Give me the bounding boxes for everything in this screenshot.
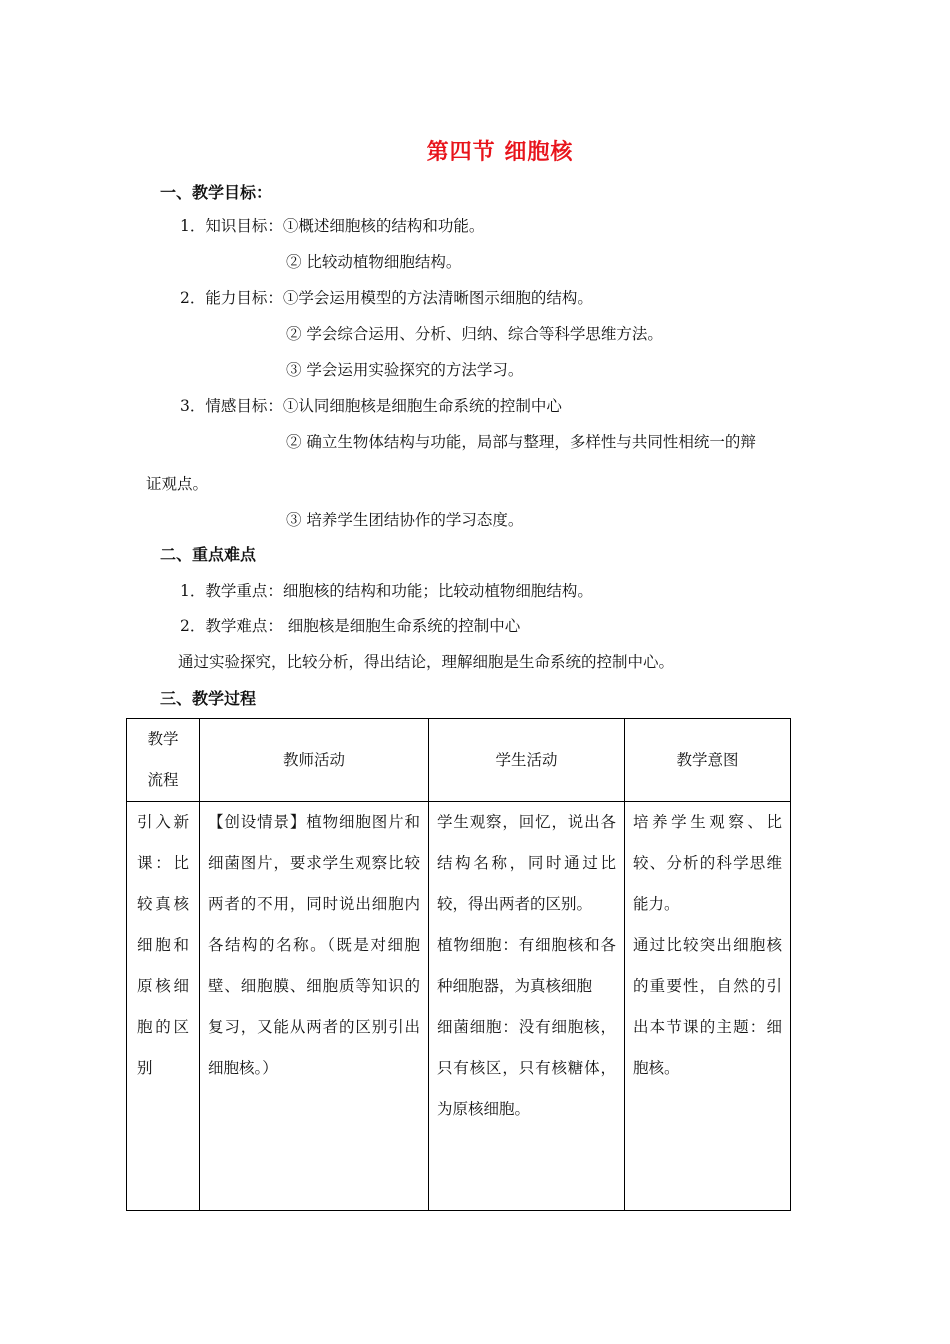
objective-ability-1: 2．能力目标：①学会运用模型的方法清晰图示细胞的结构。: [180, 289, 593, 307]
objective-emotion-2-cont: 证观点。: [146, 475, 209, 493]
cell-student: [429, 802, 625, 1211]
section-heading-objectives: 一、教学目标：: [160, 183, 273, 202]
keypoint-approach: 通过实验探究，比较分析，得出结论，理解细胞是生命系统的控制中心。: [178, 653, 675, 671]
teaching-process-table: [126, 718, 791, 1211]
keypoint-difficulty: 2．教学难点： 细胞核是细胞生命系统的控制中心: [180, 617, 521, 635]
objective-emotion-1: 3．情感目标：①认同细胞核是细胞生命系统的控制中心: [180, 397, 562, 415]
table-row: [127, 802, 791, 1211]
section-heading-process: 三、教学过程: [160, 689, 257, 708]
objective-ability-2: ② 学会综合运用、分析、归纳、综合等科学思维方法。: [286, 325, 663, 343]
header-intent: 教学意图: [625, 719, 791, 802]
header-flow: 教学流程: [127, 719, 200, 802]
student-observation: 学生观察，回忆，说出各结构名称，同时通过比较，得出两者的区别。: [437, 813, 616, 913]
objective-knowledge-2: ② 比较动植物细胞结构。: [286, 253, 462, 271]
objective-ability-3: ③ 学会运用实验探究的方法学习。: [286, 361, 524, 379]
objective-knowledge-1: 1．知识目标：①概述细胞核的结构和功能。: [180, 217, 485, 235]
objective-emotion-2: ② 确立生物体结构与功能，局部与整理，多样性与共同性相统一的辩: [286, 433, 756, 451]
table-header-row: [127, 719, 791, 802]
cell-flow: 引入新课：比较真核细胞和原核细胞的区别: [127, 802, 200, 1211]
cell-intent: [625, 802, 791, 1211]
keypoint-focus: 1．教学重点：细胞核的结构和功能；比较动植物细胞结构。: [180, 582, 593, 600]
cell-teacher: 【创设情景】植物细胞图片和细菌图片，要求学生观察比较两者的不用，同时说出细胞内各结构的名称。（既是对细胞壁、细胞膜、细胞质等知识的复习，又能从两者的区别引出细胞核。）: [200, 802, 429, 1211]
section-heading-keypoints: 二、重点难点: [160, 545, 257, 564]
student-plant-cell: 植物细胞：有细胞核和各种细胞器，为真核细胞: [437, 936, 616, 995]
intent-skills: 培养学生观察、比较、分析的科学思维能力。: [633, 813, 782, 913]
page-title: 第四节 细胞核: [426, 140, 574, 165]
header-student: 学生活动: [429, 719, 625, 802]
intent-topic: 通过比较突出细胞核的重要性，自然的引出本节课的主题：细胞核。: [633, 936, 782, 1077]
header-teacher: 教师活动: [200, 719, 429, 802]
objective-emotion-3: ③ 培养学生团结协作的学习态度。: [286, 511, 524, 529]
student-bacteria-cell: 细菌细胞：没有细胞核，只有核区，只有核糖体，为原核细胞。: [437, 1018, 616, 1118]
